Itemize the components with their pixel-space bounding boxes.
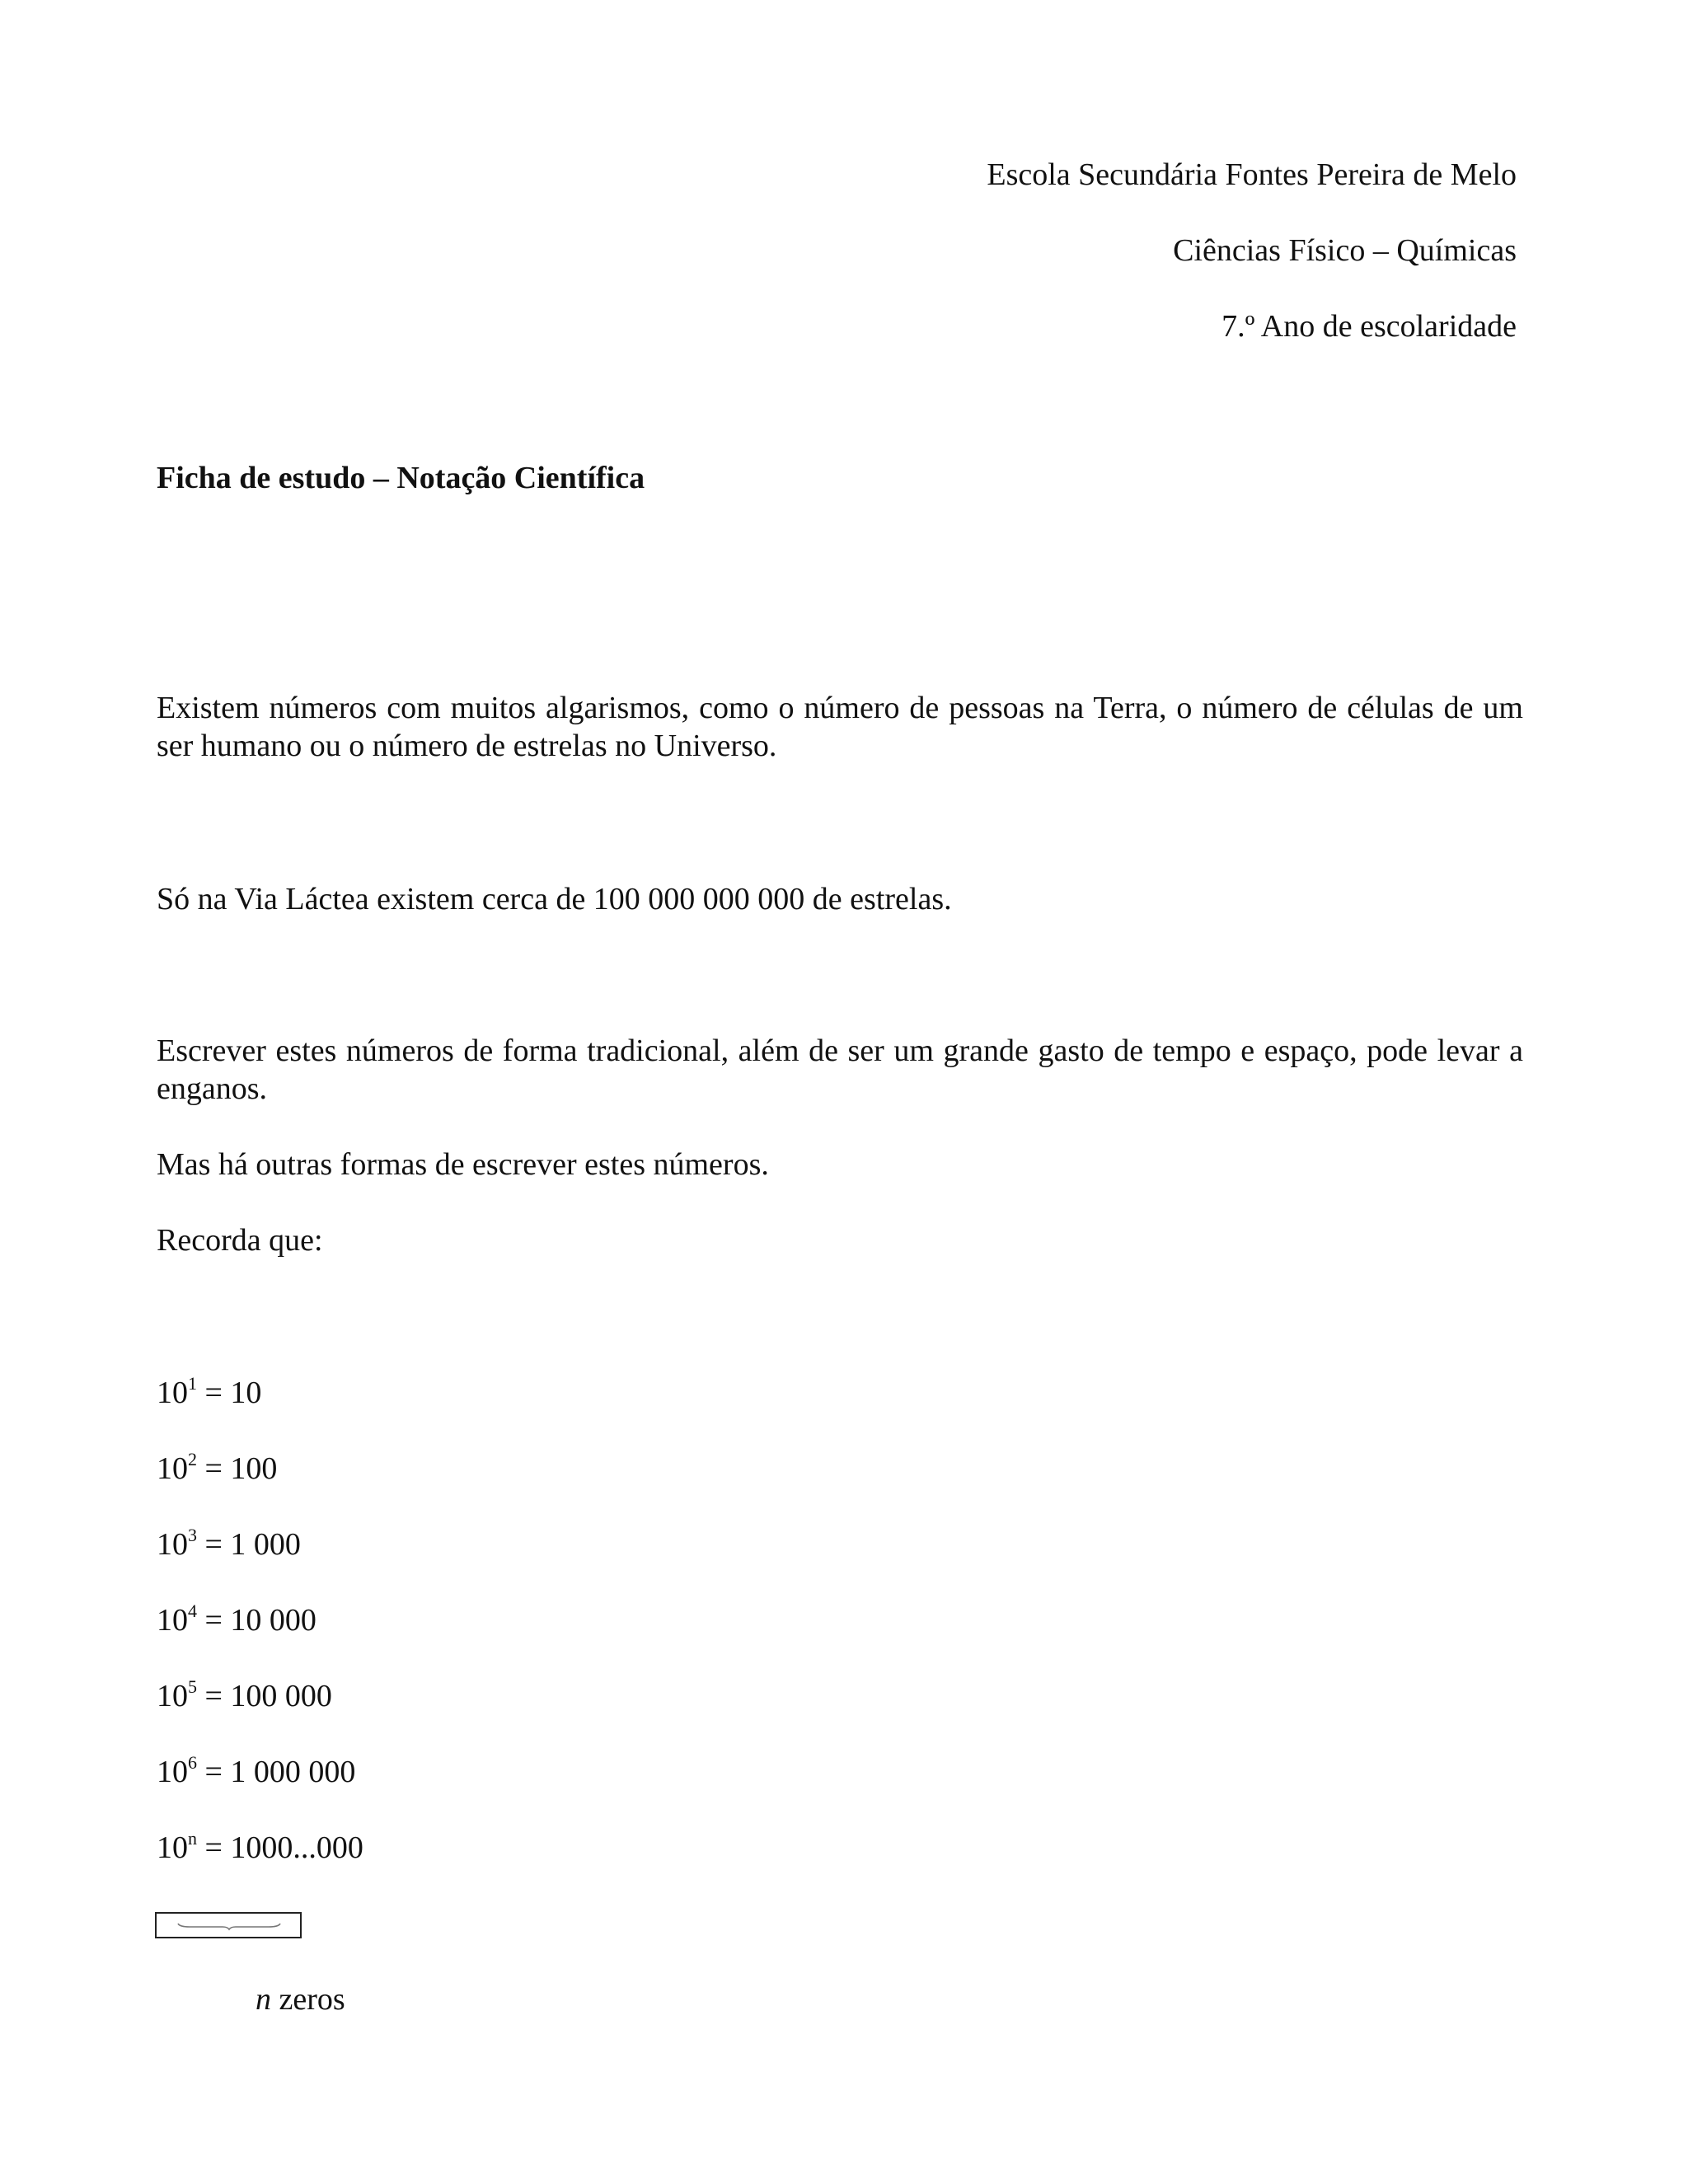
paragraph-traditional: Escrever estes números de forma tradicional, além de ser um grande gasto de tempo e espaço, pode levar a enganos. [157,1033,1523,1106]
power-exponent: 1 [188,1373,197,1394]
paragraph-other-forms: Mas há outras formas de escrever estes números. [157,1147,769,1182]
power-value: = 1 000 000 [197,1755,356,1789]
power-line-5 [157,1678,332,1714]
underbrace-box [155,1912,302,1938]
school-name: Escola Secundária Fontes Pereira de Melo [987,157,1517,192]
paragraph-intro: Existem números com muitos algarismos, como o número de pessoas na Terra, o número de células de um ser humano ou o número de estrelas no Universo. [157,691,1523,763]
power-base: 10 [157,1603,188,1638]
power-base: 10 [157,1679,188,1713]
power-exponent: n [188,1828,197,1849]
paragraph-milky-way: Só na Via Láctea existem cerca de 100 000 000 000 de estrelas. [157,882,952,916]
power-exponent: 3 [188,1525,197,1545]
subject-name: Ciências Físico – Químicas [1173,233,1517,268]
power-exponent: 2 [188,1449,197,1469]
power-line-2 [157,1451,277,1487]
power-exponent: 5 [188,1676,197,1697]
power-base: 10 [157,1376,188,1410]
document-title: Ficha de estudo – Notação Científica [157,461,645,495]
power-value: = 1000...000 [197,1830,363,1865]
power-line-n [157,1830,363,1866]
power-value: = 1 000 [197,1527,301,1562]
power-value: = 100 000 [197,1679,332,1713]
power-exponent: 4 [188,1601,197,1621]
caption-text: zeros [271,1982,345,2017]
power-line-4 [157,1602,316,1638]
caption-variable: n [256,1982,271,2017]
power-value: = 100 [197,1451,278,1486]
power-base: 10 [157,1755,188,1789]
power-value: = 10 000 [197,1603,316,1638]
paragraph-recall: Recorda que: [157,1223,323,1258]
power-base: 10 [157,1527,188,1562]
power-base: 10 [157,1830,188,1865]
power-line-6 [157,1754,355,1790]
power-exponent: 6 [188,1752,197,1773]
grade-level: 7.º Ano de escolaridade [1221,309,1517,344]
power-value: = 10 [197,1376,262,1410]
zeros-caption [256,1981,345,2018]
underbrace-icon [157,1914,300,1937]
power-base: 10 [157,1451,188,1486]
power-line-3 [157,1526,301,1563]
power-line-1 [157,1375,261,1411]
